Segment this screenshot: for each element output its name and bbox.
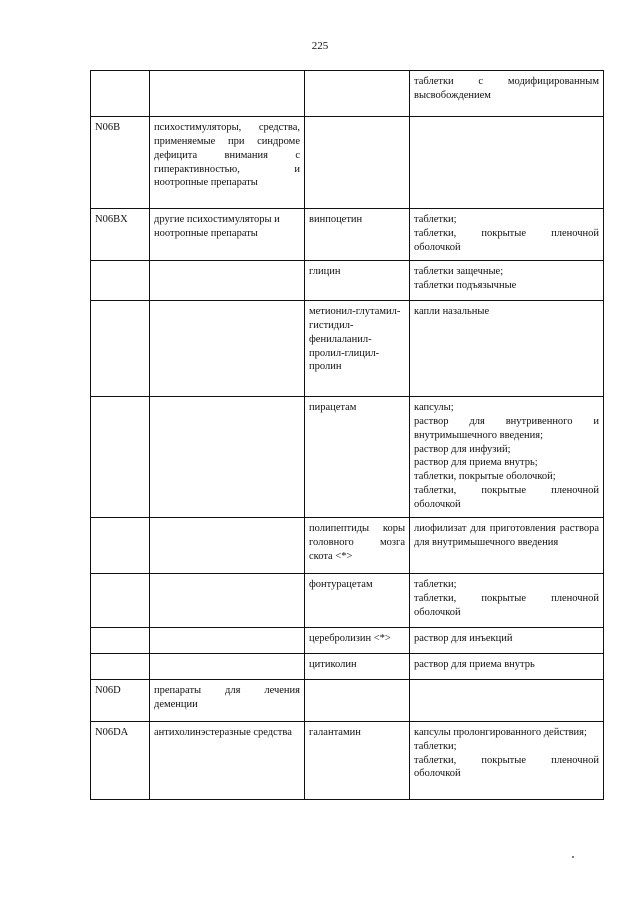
dosage-form: таблетки, покрытые пленочной оболочкой xyxy=(414,227,599,253)
table-row xyxy=(91,117,604,209)
dosage-forms-cell xyxy=(410,517,604,573)
dosage-forms-cell xyxy=(410,653,604,679)
dosage-forms-cell xyxy=(410,627,604,653)
group-cell xyxy=(150,573,305,627)
substance-cell: пирацетам xyxy=(305,397,410,518)
dosage-form: раствор для приема внутрь xyxy=(414,658,535,670)
table-row xyxy=(91,209,604,261)
substance-cell: полипептиды коры головного мозга скота <*> xyxy=(305,517,410,573)
dosage-forms-cell xyxy=(410,573,604,627)
substance-cell: глицин xyxy=(305,261,410,301)
dosage-form: таблетки, покрытые пленочной оболочкой xyxy=(414,485,599,511)
group-cell: другие психостимуляторы и ноотропные препараты xyxy=(150,209,305,261)
atc-code-cell xyxy=(91,261,150,301)
table-row xyxy=(91,71,604,117)
dosage-form: таблетки защечные; xyxy=(414,266,504,277)
group-cell xyxy=(150,301,305,397)
table-row xyxy=(91,397,604,518)
substance-cell xyxy=(305,117,410,209)
table-row xyxy=(91,301,604,397)
dosage-forms-cell xyxy=(410,301,604,397)
atc-code-cell xyxy=(91,301,150,397)
atc-code-cell xyxy=(91,71,150,117)
dosage-form: раствор для приема внутрь; xyxy=(414,457,538,469)
table-row xyxy=(91,653,604,679)
atc-code-cell: N06B xyxy=(91,117,150,209)
dosage-form: лиофилизат для приготовления раствора для внутримышечного введения xyxy=(414,522,599,548)
atc-code-cell xyxy=(91,573,150,627)
atc-code-cell xyxy=(91,653,150,679)
substance-cell xyxy=(305,71,410,117)
dosage-form: раствор для инфузий; xyxy=(414,443,511,455)
group-cell: психостимуляторы, средства, применяемые при синдроме дефицита внимания с гиперактивностью, и ноотропные препараты xyxy=(150,117,305,209)
dosage-forms-cell xyxy=(410,209,604,261)
group-cell xyxy=(150,517,305,573)
table-row xyxy=(91,517,604,573)
atc-code-cell xyxy=(91,627,150,653)
table-row xyxy=(91,679,604,721)
table-row xyxy=(91,573,604,627)
dosage-form: таблетки с модифицированным высвобождением xyxy=(414,76,599,101)
table-row xyxy=(91,627,604,653)
table-row xyxy=(91,721,604,799)
substance-cell: метионил-глутамил-гистидил-фенилаланил-пролил-глицил-пролин xyxy=(305,301,410,397)
substance-cell xyxy=(305,679,410,721)
atc-code-cell: N06DA xyxy=(91,721,150,799)
dosage-form: раствор для инъекций xyxy=(414,632,513,644)
atc-code-cell: N06D xyxy=(91,679,150,721)
group-cell xyxy=(150,627,305,653)
dosage-form: таблетки; xyxy=(414,214,457,225)
substance-cell: церебролизин <*> xyxy=(305,627,410,653)
group-cell xyxy=(150,261,305,301)
dosage-forms-cell xyxy=(410,721,604,799)
dosage-form: таблетки, покрытые пленочной оболочкой xyxy=(414,754,599,780)
group-cell xyxy=(150,653,305,679)
atc-code-cell: N06BX xyxy=(91,209,150,261)
dosage-form: таблетки, покрытые пленочной оболочкой xyxy=(414,592,599,618)
substance-cell: цитиколин xyxy=(305,653,410,679)
dosage-forms-cell xyxy=(410,117,604,209)
scan-speck xyxy=(572,856,574,858)
dosage-forms-cell xyxy=(410,679,604,721)
page-number: 225 xyxy=(311,40,329,52)
atc-code-cell xyxy=(91,517,150,573)
dosage-form: капли назальные xyxy=(414,306,490,317)
group-cell xyxy=(150,397,305,518)
dosage-form: таблетки подъязычные xyxy=(414,279,517,291)
group-cell: препараты для лечения деменции xyxy=(150,679,305,721)
dosage-form: капсулы пролонгированного действия; xyxy=(414,726,587,738)
group-cell xyxy=(150,71,305,117)
dosage-forms-cell xyxy=(410,397,604,518)
dosage-form: таблетки; xyxy=(414,578,457,590)
dosage-form: раствор для внутривенного и внутримышечного введения; xyxy=(414,415,599,441)
substance-cell: фонтурацетам xyxy=(305,573,410,627)
dosage-forms-cell xyxy=(410,71,604,117)
dosage-forms-cell xyxy=(410,261,604,301)
dosage-form: таблетки, покрытые оболочкой; xyxy=(414,471,556,483)
dosage-form: капсулы; xyxy=(414,402,454,413)
atc-code-cell xyxy=(91,397,150,518)
table-row xyxy=(91,261,604,301)
dosage-form: таблетки; xyxy=(414,740,457,752)
drug-table xyxy=(90,70,604,800)
group-cell: антихолинэстеразные средства xyxy=(150,721,305,799)
substance-cell: галантамин xyxy=(305,721,410,799)
substance-cell: винпоцетин xyxy=(305,209,410,261)
